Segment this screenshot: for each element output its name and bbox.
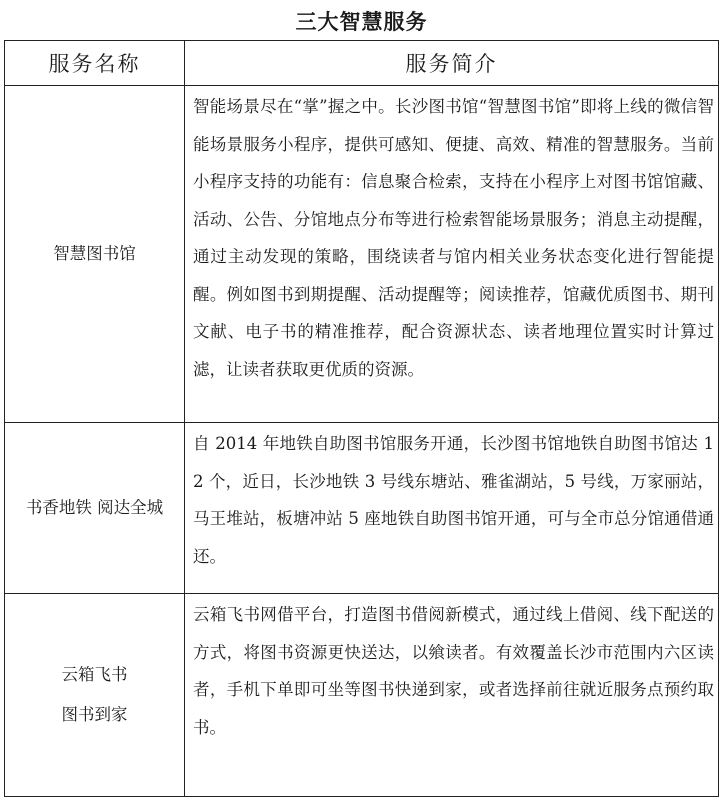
service-description-cell: 云箱飞书网借平台，打造图书借阅新模式，通过线上借阅、线下配送的方式，将图书资源更快送达，以飨读者。有效覆盖长沙市范围内六区读者，手机下单即可坐等图书快递到家，或者选择前往就近服务点预约取书。 bbox=[185, 594, 719, 797]
service-name-line: 云箱飞书 bbox=[61, 665, 128, 684]
service-description-cell: 自 2014 年地铁自助图书馆服务开通，长沙图书馆地铁自助图书馆达 12 个，近日，长沙地铁 3 号线东塘站、雅雀湖站，5 号线，万家丽站，马王堆站，板塘冲站 5 座地铁自助图书馆开通，可与全市总分馆通借通还。 bbox=[185, 423, 719, 594]
document-title: 三大智慧服务 bbox=[295, 9, 428, 34]
table-row bbox=[5, 594, 719, 797]
service-description-cell: 智能场景尽在“掌”握之中。长沙图书馆“智慧图书馆”即将上线的微信智能场景服务小程序，提供可感知、便捷、高效、精准的智慧服务。当前小程序支持的功能有：信息聚合检索，支持在小程序上对图书馆馆藏、活动、公告、分馆地点分布等进行检索智能场景服务；消息主动提醒，通过主动发现的策略，围绕读者与馆内相关业务状态变化进行智能提醒。例如图书到期提醒、活动提醒等；阅读推荐，馆藏优质图书、期刊文献、电子书的精准推荐，配合资源状态、读者地理位置实时计算过滤，让读者获取更优质的资源。 bbox=[185, 86, 719, 423]
service-name-line: 图书到家 bbox=[61, 705, 128, 724]
service-name-cell bbox=[5, 86, 185, 423]
header-service-name: 服务名称 bbox=[5, 41, 185, 86]
service-name-cell bbox=[5, 594, 185, 797]
service-name-line: 智慧图书馆 bbox=[53, 244, 136, 263]
services-table bbox=[4, 40, 719, 797]
table-row bbox=[5, 423, 719, 594]
service-name-line: 书香地铁 阅达全城 bbox=[25, 498, 164, 517]
table-header-row bbox=[5, 41, 719, 86]
service-name-cell bbox=[5, 423, 185, 594]
header-service-intro: 服务简介 bbox=[185, 41, 719, 86]
table-row bbox=[5, 86, 719, 423]
